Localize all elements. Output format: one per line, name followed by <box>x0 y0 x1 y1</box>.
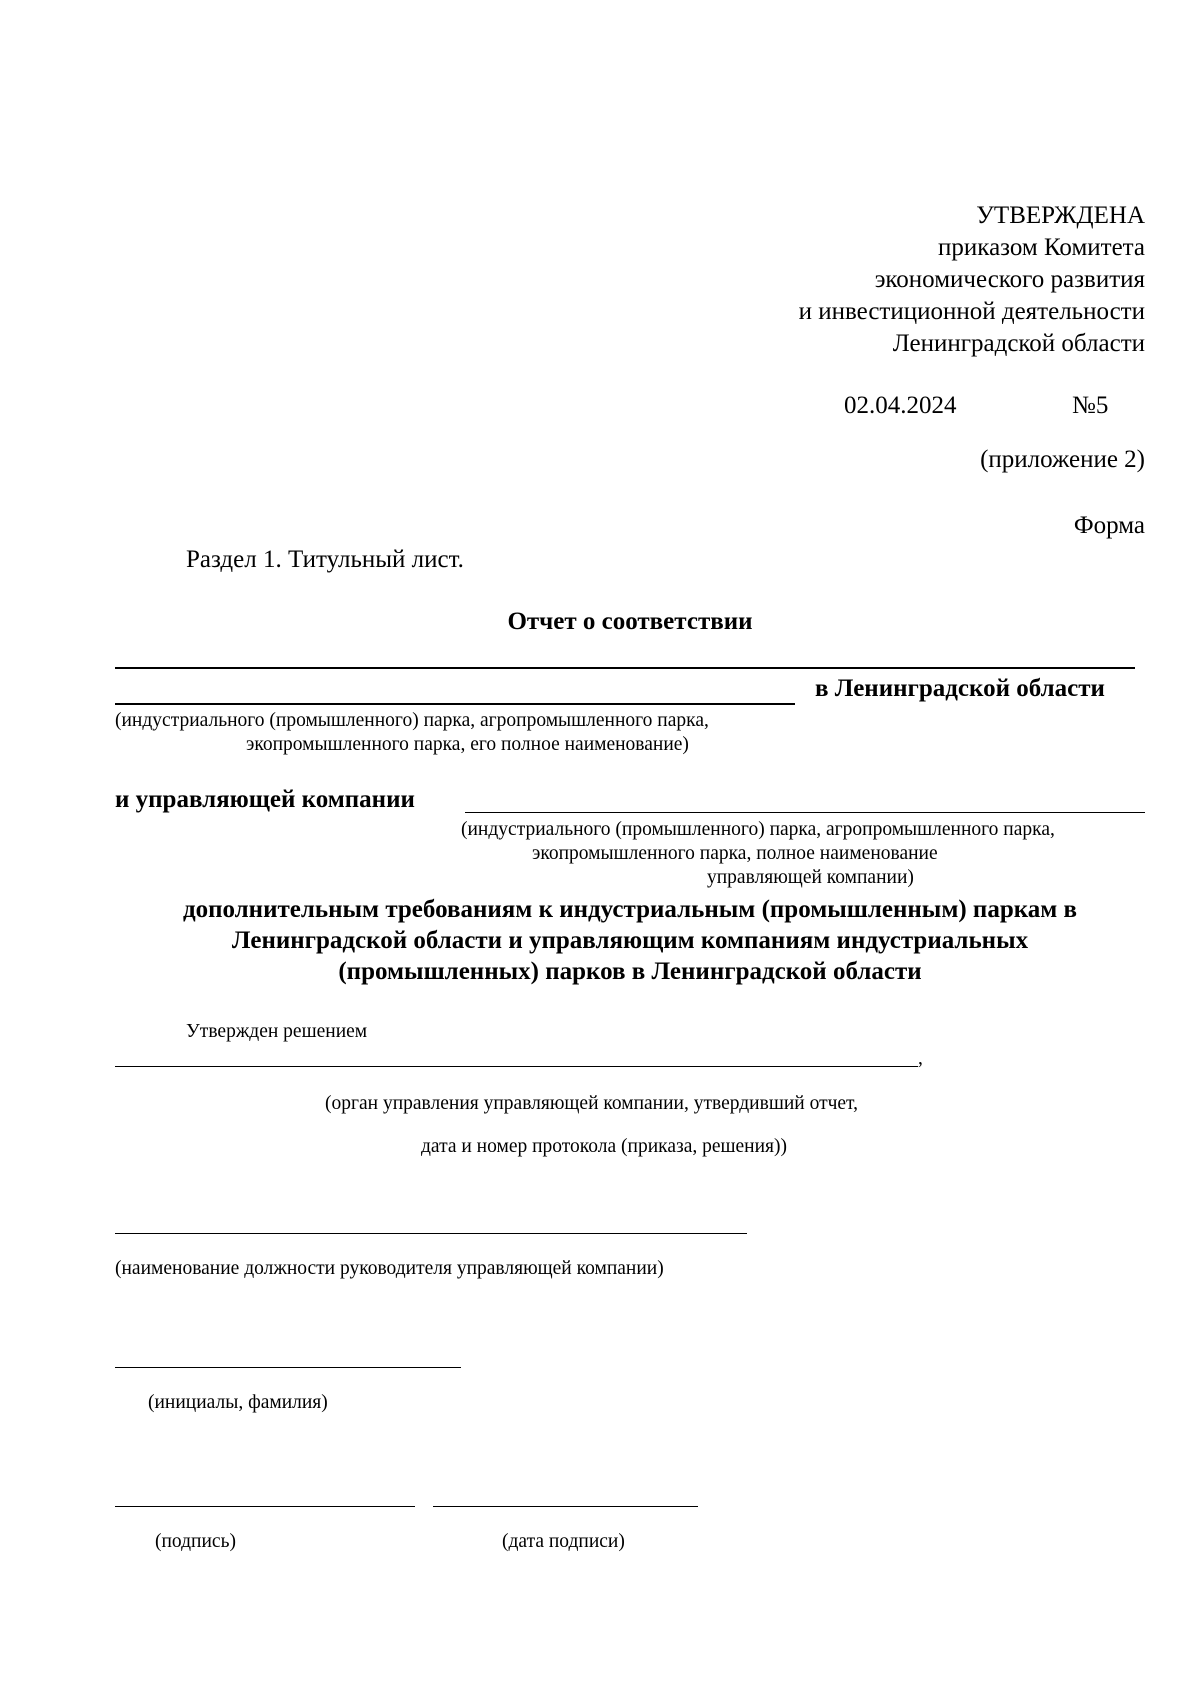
report-title: Отчет о соответствии <box>507 608 753 635</box>
company-caption-3: управляющей компании) <box>707 867 914 888</box>
signature-date-line <box>433 1506 698 1507</box>
park-name-line-2 <box>115 703 795 705</box>
company-caption-2: экопромышленного парка, полное наименование <box>532 843 938 864</box>
name-caption: (инициалы, фамилия) <box>148 1392 328 1413</box>
company-label: и управляющей компании <box>115 786 415 813</box>
company-name-line <box>465 812 1145 813</box>
approval-line-invest: и инвестиционной деятельности <box>798 298 1145 325</box>
approved-by-label: Утвержден решением <box>186 1021 368 1042</box>
region-suffix: в Ленинградской области <box>815 675 1105 702</box>
name-line <box>115 1367 461 1368</box>
position-line <box>115 1233 747 1234</box>
approval-date: 02.04.2024 <box>844 392 957 419</box>
signature-date-caption: (дата подписи) <box>502 1531 625 1552</box>
approval-body-caption-1: (орган управления управляющей компании, утвердивший отчет, <box>325 1093 858 1114</box>
approval-number: №5 <box>1072 392 1109 419</box>
appendix-label: (приложение 2) <box>980 446 1145 473</box>
position-caption: (наименование должности руководителя управляющей компании) <box>115 1258 664 1279</box>
company-caption-1: (индустриального (промышленного) парка, агропромышленного парка, <box>461 819 1055 840</box>
approval-body-caption-2: дата и номер протокола (приказа, решения)) <box>421 1136 787 1157</box>
approval-line-committee: приказом Комитета <box>938 234 1145 261</box>
approval-line-econ: экономического развития <box>874 266 1145 293</box>
signature-line <box>115 1506 415 1507</box>
section-title: Раздел 1. Титульный лист. <box>186 546 464 573</box>
requirements-line-2: Ленинградской области и управляющим компаниям индустриальных <box>231 927 1029 954</box>
form-label: Форма <box>1073 512 1145 539</box>
park-name-line-1 <box>115 667 1135 669</box>
signature-caption: (подпись) <box>155 1531 236 1552</box>
requirements-line-1: дополнительным требованиям к индустриальным (промышленным) паркам в <box>182 896 1078 923</box>
approval-stamp-title: УТВЕРЖДЕНА <box>976 202 1145 229</box>
requirements-line-3: (промышленных) парков в Ленинградской области <box>338 958 922 985</box>
approval-body-line <box>115 1066 918 1067</box>
park-caption-1: (индустриального (промышленного) парка, агропромышленного парка, <box>115 710 709 731</box>
approval-line-region: Ленинградской области <box>892 330 1145 357</box>
approval-body-comma: , <box>918 1048 923 1069</box>
park-caption-2: экопромышленного парка, его полное наименование) <box>246 734 689 755</box>
